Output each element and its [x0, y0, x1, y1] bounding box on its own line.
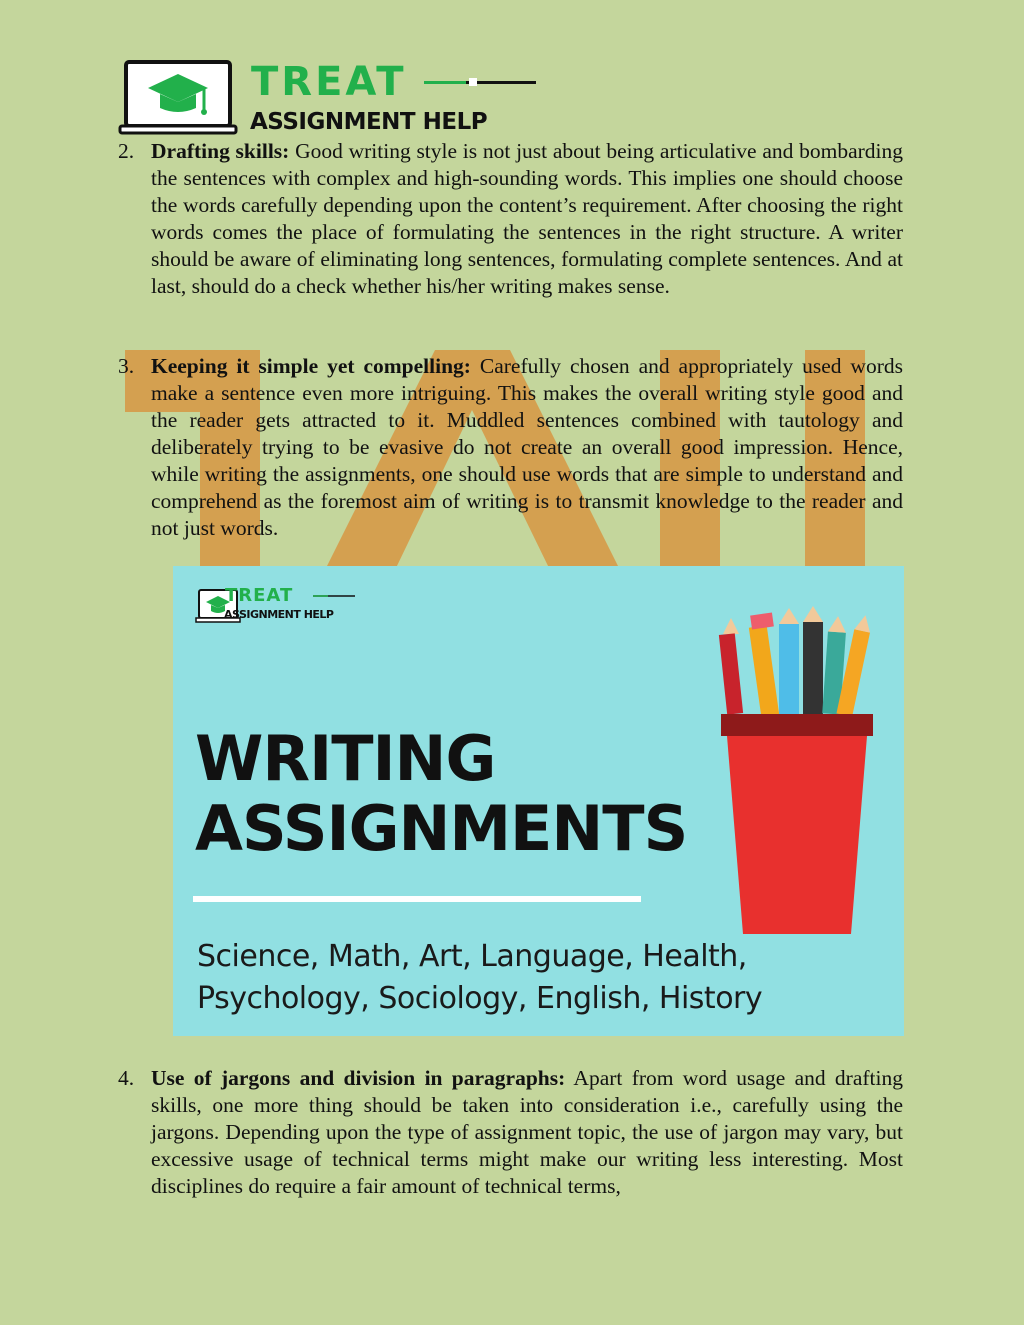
logo-subtitle: ASSIGNMENT HELP — [250, 109, 488, 135]
subjects-line1: Science, Math, Art, Language, Health, — [197, 939, 747, 974]
banner-title — [195, 724, 687, 864]
item-heading: Drafting skills: — [151, 139, 290, 163]
banner-title-line2: ASSIGNMENTS — [195, 792, 688, 865]
list-item — [118, 353, 903, 542]
list-number: 3. — [118, 354, 135, 378]
banner-divider — [193, 896, 641, 902]
item-heading: Use of jargons and division in paragraphs: — [151, 1066, 566, 1090]
header-logo — [118, 58, 548, 138]
banner-logo-brand: TREAT — [225, 585, 294, 606]
item-text: Apart from word usage and drafting skills, one more thing should be taken into consideration i.e., carefully using the jargons. Depending upon the type of assignment topic, the use of jargon may vary, but excessive usage of technical terms might make our writing less interesting. Most disciplines do require a fair amount of technical terms, — [151, 1066, 903, 1198]
item-text: Carefully chosen and appropriately used words make a sentence even more intriguing. This makes the overall writing style good and the reader gets attracted to it. Muddled sentences combined with tautology and deliberately trying to be evasive do not create an overall good impression. Hence, while writing the assignments, one should use words that are simple to understand and comprehend as the foremost aim of writing is to transmit knowledge to the reader and not just words. — [151, 354, 903, 540]
logo-line — [424, 81, 536, 84]
logo-brand: TREAT — [251, 59, 407, 105]
list-number: 2. — [118, 139, 135, 163]
banner-subjects — [197, 936, 762, 1020]
writing-assignments-banner — [173, 566, 904, 1036]
list-item — [118, 138, 904, 300]
banner-title-line1: WRITING — [195, 722, 496, 795]
item-text: Good writing style is not just about being articulative and bombarding the sentences with complex and high-sounding words. This implies one should choose the words carefully depending upon the content’s requirement. After choosing the right words comes the place of formulating the sentences in the right structure. A writer should be aware of eliminating long sentences, formulating complete sentences. And at last, should do a check whether his/her writing makes sense. — [151, 139, 904, 298]
banner-logo-subtitle: ASSIGNMENT HELP — [224, 608, 334, 621]
subjects-line2: Psychology, Sociology, English, History — [197, 981, 763, 1016]
list-number: 4. — [118, 1066, 135, 1090]
pencil-cup-illustration — [713, 604, 893, 944]
laptop-graduation-cap-icon — [118, 58, 238, 136]
list-item — [118, 1065, 903, 1200]
item-heading: Keeping it simple yet compelling: — [151, 354, 471, 378]
